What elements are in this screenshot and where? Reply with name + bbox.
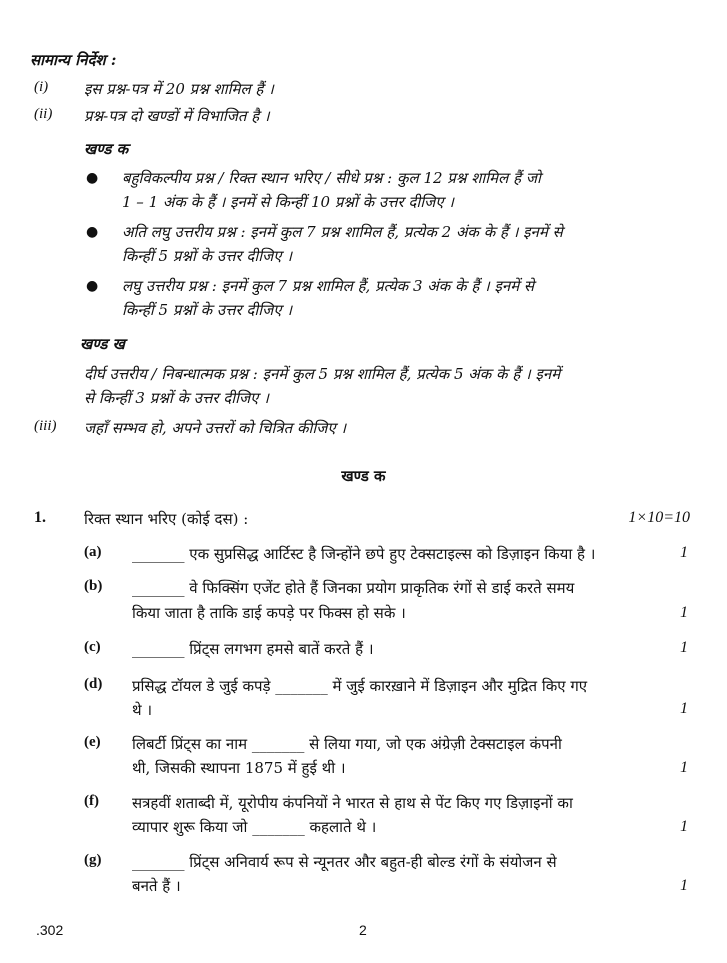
bullet-line: लघु उत्तरीय प्रश्न : इनमें कुल 7 प्रश्न शामिल हैं, प्रत्येक 3 अंक के हैं । इनमें से: [122, 277, 535, 295]
part-label: (e): [84, 734, 101, 750]
page-number: 2: [359, 922, 367, 938]
part-label: (c): [84, 639, 101, 655]
part-text: लिबर्टी प्रिंट्स का नाम _______ से लिया गया, जो एक अंग्रेज़ी टेक्सटाइल कंपनी: [132, 735, 562, 753]
instruction-text: प्रश्न-पत्र दो खण्डों में विभाजित है ।: [84, 107, 270, 125]
instructions-heading: सामान्य निर्देश :: [30, 51, 117, 69]
instruction-number: (i): [34, 79, 49, 95]
part-text: किया जाता है ताकि डाई कपड़े पर फिक्स हो सके ।: [132, 604, 406, 622]
part-text: व्यापार शुरू किया जो _______ कहलाते थे ।: [132, 818, 377, 836]
part-text: _______ एक सुप्रसिद्ध आर्टिस्ट है जिन्होंने छपे हुए टेक्सटाइल्स को डिज़ाइन किया है ।: [132, 545, 596, 563]
bullet-line: किन्हीं 5 प्रश्नों के उत्तर दीजिए ।: [122, 301, 293, 319]
instruction-number: (ii): [34, 106, 53, 122]
part-mark: 1: [680, 818, 688, 835]
section-b-line: दीर्घ उत्तरीय / निबन्धात्मक प्रश्न : इनमें कुल 5 प्रश्न शामिल हैं, प्रत्येक 5 अंक के हैं । इनमें: [84, 365, 561, 383]
bullet-dot-icon: ●: [86, 170, 99, 186]
section-title: खण्ड क: [341, 467, 386, 485]
part-mark: 1: [680, 759, 688, 776]
part-text: _______ प्रिंट्स अनिवार्य रूप से न्यूनतर और बहुत-ही बोल्ड रंगों के संयोजन से: [132, 853, 557, 871]
part-mark: 1: [680, 639, 688, 656]
bullet-line: 1 – 1 अंक के हैं । इनमें से किन्हीं 10 प्रश्नों के उत्तर दीजिए ।: [122, 193, 454, 211]
part-text: _______ वे फिक्सिंग एजेंट होते हैं जिनका प्रयोग प्राकृतिक रंगों से डाई करते समय: [132, 579, 575, 597]
instruction-text: इस प्रश्न-पत्र में 20 प्रश्न शामिल हैं ।: [84, 80, 274, 98]
bullet-line: अति लघु उत्तरीय प्रश्न : इनमें कुल 7 प्रश्न शामिल हैं, प्रत्येक 2 अंक के हैं । इनमें से: [122, 223, 563, 241]
part-mark: 1: [680, 700, 688, 717]
section-b-line: से किन्हीं 3 प्रश्नों के उत्तर दीजिए ।: [84, 389, 269, 407]
question-marks: 1×10=10: [628, 509, 690, 526]
paper-code: .302: [36, 922, 64, 938]
part-mark: 1: [680, 604, 688, 621]
question-prompt: रिक्त स्थान भरिए (कोई दस) :: [84, 510, 249, 528]
part-label: (g): [84, 852, 102, 868]
part-mark: 1: [680, 544, 688, 561]
part-label: (a): [84, 544, 102, 560]
bullet-line: किन्हीं 5 प्रश्नों के उत्तर दीजिए ।: [122, 247, 293, 265]
bullet-dot-icon: ●: [86, 278, 99, 294]
section-b-heading: खण्ड ख: [80, 335, 125, 353]
part-text: थे ।: [132, 701, 153, 719]
part-text: थी, जिसकी स्थापना 1875 में हुई थी ।: [132, 759, 346, 777]
part-label: (b): [84, 578, 103, 594]
part-text: _______ प्रिंट्स लगभग हमसे बातें करते हैं ।: [132, 640, 374, 658]
part-label: (f): [84, 793, 99, 809]
bullet-dot-icon: ●: [86, 224, 99, 240]
bullet-line: बहुविकल्पीय प्रश्न / रिक्त स्थान भरिए / सीधे प्रश्न : कुल 12 प्रश्न शामिल हैं जो: [122, 169, 541, 187]
part-mark: 1: [680, 877, 688, 894]
part-text: बनते हैं ।: [132, 877, 181, 895]
question-number: 1.: [34, 509, 46, 526]
part-text: प्रसिद्ध टॉयल डे जुई कपड़े _______ में जुई कारख़ाने में डिज़ाइन और मुद्रित किए गए: [132, 677, 588, 695]
part-label: (d): [84, 676, 103, 692]
instruction-text: जहाँ सम्भव हो, अपने उत्तरों को चित्रित कीजिए ।: [84, 419, 347, 437]
part-text: सत्रहवीं शताब्दी में, यूरोपीय कंपनियों ने भारत से हाथ से पेंट किए गए डिज़ाइनों का: [132, 794, 573, 812]
instruction-number: (iii): [34, 418, 57, 434]
section-a-heading: खण्ड क: [84, 140, 129, 158]
